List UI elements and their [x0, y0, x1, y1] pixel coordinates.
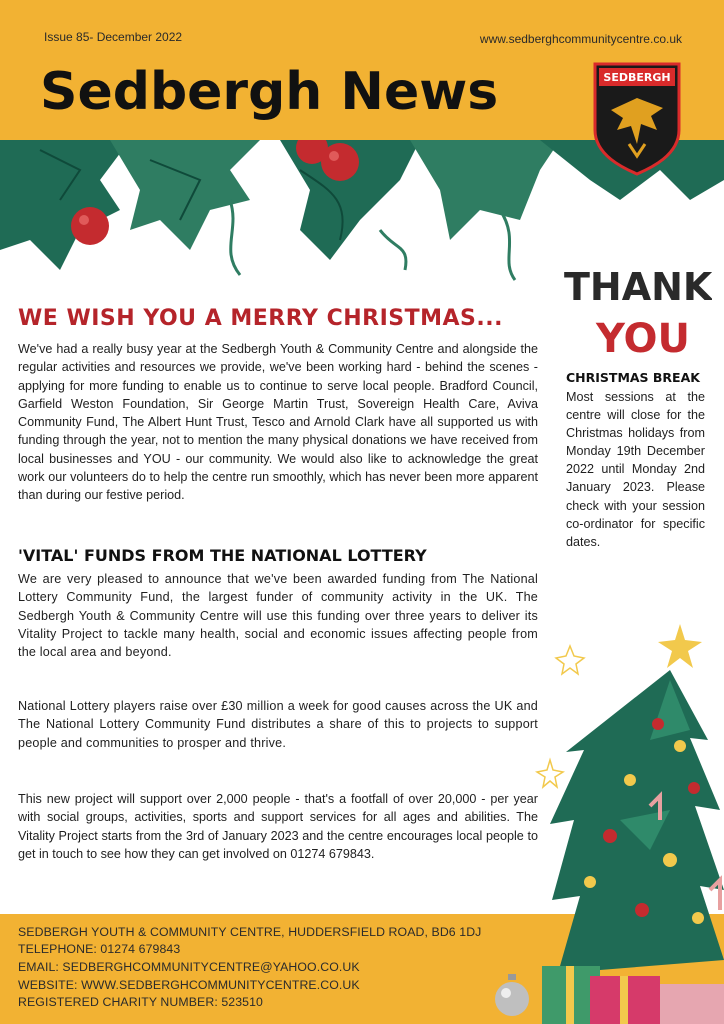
footer-charity-number: REGISTERED CHARITY NUMBER: 523510 — [18, 995, 263, 1009]
thank-you-graphic — [562, 258, 712, 362]
lottery-paragraph-1: We are very pleased to announce that we've been awarded funding from The National Lottery Community Fund, the largest funder of community activity in the UK. The Sedbergh Youth & Community Centre will use this funding over three years to deliver its Vitality Project to tackle many health, social and economic issues affecting people from the local area and beyond. — [18, 572, 538, 660]
footer-address: SEDBERGH YOUTH & COMMUNITY CENTRE, HUDDERSFIELD ROAD, BD6 1DJ — [18, 925, 482, 939]
sedbergh-crest-logo — [591, 60, 683, 176]
christmas-break-text: Most sessions at the centre will close for the Christmas holidays from Monday 19th December 2022 until Monday 2nd January 2023. Please check with your session co-ordinator for specific dates. — [566, 390, 705, 549]
lottery-paragraph-3: This new project will support over 2,000 people - that's a footfall of over 20,000 - per year with social groups, activities, sports and support services for all ages and abilities. The Vitality Project starts from the 3rd of January 2023 and the centre encourages local people to get in touch to see how they can get involved on 01274 679843. — [18, 792, 538, 861]
christmas-paragraph: We've had a really busy year at the Sedbergh Youth & Community Centre and alongside the regular activities and resources we provide, we've been working hard - behind the scenes - applying for more funding to enable us to continue to serve local people. Bradford Council, Garfield Weston Foundation, Sir George Martin Trust, Sovereign Health Care, Aviva Community Fund, The Albert Hunt Trust, Tesco and Arnold Clark have all supported us with funding through the year, not to mention the many physical donations we have received from local businesses and YOU - our community. We would also like to acknowledge the great work our volunteers do to help the centre run smoothly, which has never been more apparent than during our festive period. — [18, 342, 538, 503]
lottery-heading: 'VITAL' FUNDS FROM THE NATIONAL LOTTERY — [18, 546, 427, 565]
issue-label: Issue 85- December 2022 — [44, 30, 183, 44]
footer-email[interactable]: EMAIL: SEDBERGHCOMMUNITYCENTRE@YAHOO.CO.UK — [18, 960, 360, 974]
you-text: YOU — [596, 316, 691, 362]
christmas-tree-illustration — [530, 620, 724, 1024]
masthead-title: Sedbergh News — [40, 62, 499, 122]
footer-telephone[interactable]: TELEPHONE: 01274 679843 — [18, 942, 181, 956]
christmas-break-heading: CHRISTMAS BREAK — [566, 370, 700, 385]
christmas-heading: WE WISH YOU A MERRY CHRISTMAS... — [18, 306, 503, 331]
lottery-paragraph-2: National Lottery players raise over £30 million a week for good causes across the UK and The National Lottery Community Fund distributes a share of this to projects to support people and communities to prosper and thrive. — [18, 699, 538, 750]
ornament-bauble-icon — [492, 972, 532, 1018]
header-website[interactable]: www.sedberghcommunitycentre.co.uk — [479, 32, 682, 46]
footer-website[interactable]: WEBSITE: WWW.SEDBERGHCOMMUNITYCENTRE.CO.UK — [18, 978, 360, 992]
crest-text: SEDBERGH — [603, 71, 671, 84]
thank-text: THANK — [564, 265, 712, 309]
